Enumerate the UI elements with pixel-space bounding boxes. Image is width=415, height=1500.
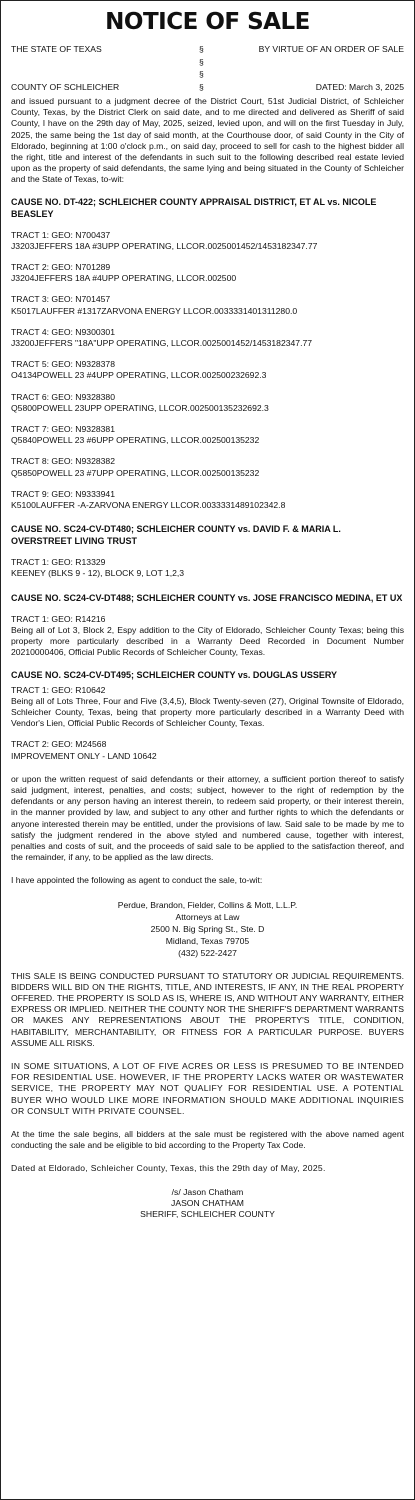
tract-item: [11, 424, 404, 446]
tract-geo: TRACT 6: GEO: N9328380: [11, 391, 115, 402]
tract-description: O4134POWELL 23 #4UPP OPERATING, LLCOR.002500232692.3: [11, 370, 267, 381]
tract-item: [11, 294, 404, 316]
agent-street: 2500 N. Big Spring St., Ste. D: [150, 923, 265, 934]
tract-item: [11, 392, 404, 414]
tract-geo: TRACT 2: GEO: N701289: [11, 262, 111, 273]
tract-item: [11, 230, 404, 252]
sheriff-name: JASON CHATHAM: [171, 1197, 244, 1208]
tract-description: Q5800POWELL 23UPP OPERATING, LLCOR.002500135232692.3: [11, 402, 269, 413]
registration-paragraph: At the time the sale begins, all bidders at the sale must be registered with the above named agent conducting the sale and be eligible to bid according to the Property Tax Code.: [11, 1128, 404, 1151]
section-symbol: §: [199, 81, 204, 92]
tract-description: Being all of Lots Three, Four and Five (3,4,5), Block Twenty-seven (27), Original Townsite of Eldorado, Schleicher County, Texas, being that property more particularly described in a Warranty Deed with Vendor's Lien, Official Public Records of Schleicher County, Texas.: [11, 695, 404, 729]
header-block: [11, 43, 404, 93]
tract-item: [11, 685, 404, 730]
tract-geo: TRACT 3: GEO: N701457: [11, 294, 111, 305]
agent-city: Midland, Texas 79705: [165, 935, 250, 946]
redemption-paragraph: or upon the written request of said defendants or their attorney, a sufficient portion thereof to satisfy said judgment, interest, penalties, and costs; subject, however to the right of redemption by the defendants or any person having an interest therein, to redeem said property, or their interest therein, in the manner provided by law, and subject to any other and further rights to which the defendants or anyone interested therein may be entitled, under the provisions of law. Said sale to be made by me to satisfy the judgment rendered in the above styled and numbered cause, together with interest, penalties and costs of suit, and the proceeds of said sale to be applied to the satisfaction thereof, and the remainder, if any, to be applied as the law directs.: [11, 773, 404, 863]
tract-description: Q5850POWELL 23 #7UPP OPERATING, LLCOR.002500135232: [11, 467, 260, 478]
cause-heading: CAUSE NO. SC24-CV-DT495; SCHLEICHER COUNTY vs. DOUGLAS USSERY: [11, 669, 338, 680]
cause-heading: CAUSE NO. SC24-CV-DT488; SCHLEICHER COUNTY vs. JOSE FRANCISCO MEDINA, ET UX: [11, 592, 403, 603]
sheriff-title: SHERIFF, SCHLEICHER COUNTY: [140, 1208, 275, 1219]
county-label: COUNTY OF SCHLEICHER: [11, 81, 120, 92]
dated-paragraph: Dated at Eldorado, Schleicher County, Texas, this the 29th day of May, 2025.: [11, 1163, 326, 1174]
tract-description: K5100LAUFFER -A-ZARVONA ENERGY LLCOR.0033331489102342.8: [11, 500, 286, 511]
agent-phone: (432) 522-2427: [178, 947, 237, 958]
cause1-tracts: [11, 230, 404, 512]
intro-paragraph: and issued pursuant to a judgment decree of the District Court, 51st Judicial District, of Schleicher County, Texas, by the District Clerk on said date, and to me directed and delivered as Sheriff of said County, I have on the 29th day of May, 2025, seized, levied upon, and will on the first Tuesday in July, 2025, the same being the 1st day of said month, at the Courthouse door, of said County in the City of Eldorado, beginning at 1:00 o'clock p.m., on said day, proceed to sell for cash to the highest bidder all the right, title and interest of the defendants in such suit to the following described real estate levied upon as the property of said defendants, the same lying and being situated in the County of Schleicher and the State of Texas, to-wit:: [11, 96, 404, 185]
disclaimer-paragraph: THIS SALE IS BEING CONDUCTED PURSUANT TO STATUTORY OR JUDICIAL REQUIREMENTS. BIDDERS WILL BID ON THE RIGHTS, TITLE, AND INTERESTS, IF ANY, IN THE REAL PROPERTY OFFERED. THE PROPERTY IS SOLD AS IS, WHERE IS, AND WITHOUT ANY WARRANTY, EITHER EXPRESS OR IMPLIED. NEITHER THE COUNTY NOR THE SHERIFF'S DEPARTMENT WARRANTS OR MAKES ANY REPRESENTATIONS ABOUT THE PROPERTY'S TITLE, CONDITION, HABITABILITY, MERCHANTABILITY, OR FITNESS FOR A PARTICULAR PURPOSE. BUYERS ASSUME ALL RISKS.: [11, 970, 404, 1048]
tract-description: J3200JEFFERS "18A"UPP OPERATING, LLCOR.0025001452/1453182347.77: [11, 338, 313, 349]
tract-geo: TRACT 2: GEO: M24568: [11, 739, 107, 750]
cause-heading: CAUSE NO. DT-422; SCHLEICHER COUNTY APPRAISAL DISTRICT, ET AL vs. NICOLE BEASLEY: [11, 196, 377, 219]
tract-item: [11, 739, 404, 761]
appointment-paragraph: I have appointed the following as agent to conduct the sale, to-wit:: [11, 875, 263, 886]
agent-role: Attorneys at Law: [175, 911, 240, 922]
tract-description: IMPROVEMENT ONLY - LAND 10642: [11, 750, 157, 761]
tract-item: [11, 489, 404, 511]
residential-paragraph: IN SOME SITUATIONS, A LOT OF FIVE ACRES OR LESS IS PRESUMED TO BE INTENDED FOR RESIDENTIAL USE. HOWEVER, IF THE PROPERTY LACKS WATER OR WASTEWATER SERVICE, THE PROPERTY MAY NOT QUALIFY FOR RESIDENTIAL USE. A POTENTIAL BUYER WHO WOULD LIKE MORE INFORMATION SHOULD MAKE ADDITIONAL INQUIRIES OR CONSULT WITH PRIVATE COUNSEL.: [11, 1060, 404, 1116]
section-symbol: §: [199, 56, 204, 67]
signature-block: [11, 1187, 404, 1220]
cause-heading: CAUSE NO. SC24-CV-DT480; SCHLEICHER COUNTY vs. DAVID F. & MARIA L. OVERSTREET LIVING TRUST: [11, 524, 341, 547]
tract-item: [11, 327, 404, 349]
section-symbol: §: [199, 44, 204, 54]
tract-geo: TRACT 1: GEO: N700437: [11, 229, 111, 240]
agent-name: Perdue, Brandon, Fielder, Collins & Mott, L.L.P.: [117, 899, 298, 910]
tract-description: Q5840POWELL 23 #6UPP OPERATING, LLCOR.002500135232: [11, 435, 260, 446]
tract-description: J3204JEFFERS 18A #4UPP OPERATING, LLCOR.002500: [11, 273, 237, 284]
tract-item: [11, 359, 404, 381]
tract-geo: TRACT 9: GEO: N9333941: [11, 488, 115, 499]
tract-description: J3203JEFFERS 18A #3UPP OPERATING, LLCOR.0025001452/1453182347.77: [11, 240, 318, 251]
tract-item: [11, 614, 404, 659]
tract-description: Being all of Lot 3, Block 2, Espy addition to the City of Eldorado, Schleicher County Texas; being this property more particularly described in a Warranty Deed Recorded in Document Number 20210000406, Official Public Records of Schleicher County, Texas.: [11, 624, 404, 658]
tract-item: [11, 262, 404, 284]
tract-item: [11, 557, 404, 579]
tract-description: KEENEY (BLKS 9 - 12), BLOCK 9, LOT 1,2,3: [11, 568, 185, 579]
tract-geo: TRACT 4: GEO: N9300301: [11, 326, 115, 337]
tract-geo: TRACT 1: GEO: R14216: [11, 613, 106, 624]
section-symbol: §: [199, 69, 204, 79]
signature-line: /s/ Jason Chatham: [171, 1186, 244, 1197]
tract-geo: TRACT 1: GEO: R13329: [11, 557, 106, 568]
agent-block: [11, 899, 404, 959]
state-label: THE STATE OF TEXAS: [11, 44, 102, 54]
tract-geo: TRACT 5: GEO: N9328378: [11, 359, 115, 370]
tract-geo: TRACT 1: GEO: R10642: [11, 684, 106, 695]
tract-description: K5017LAUFFER #1317ZARVONA ENERGY LLCOR.0033331401311280.0: [11, 305, 298, 316]
tract-geo: TRACT 8: GEO: N9328382: [11, 456, 115, 467]
tract-item: [11, 456, 404, 478]
order-label: BY VIRTUE OF AN ORDER OF SALE: [258, 44, 404, 54]
tract-geo: TRACT 7: GEO: N9328381: [11, 424, 115, 435]
dated-label: DATED: March 3, 2025: [315, 81, 404, 92]
notice-title: NOTICE OF SALE: [105, 9, 310, 35]
